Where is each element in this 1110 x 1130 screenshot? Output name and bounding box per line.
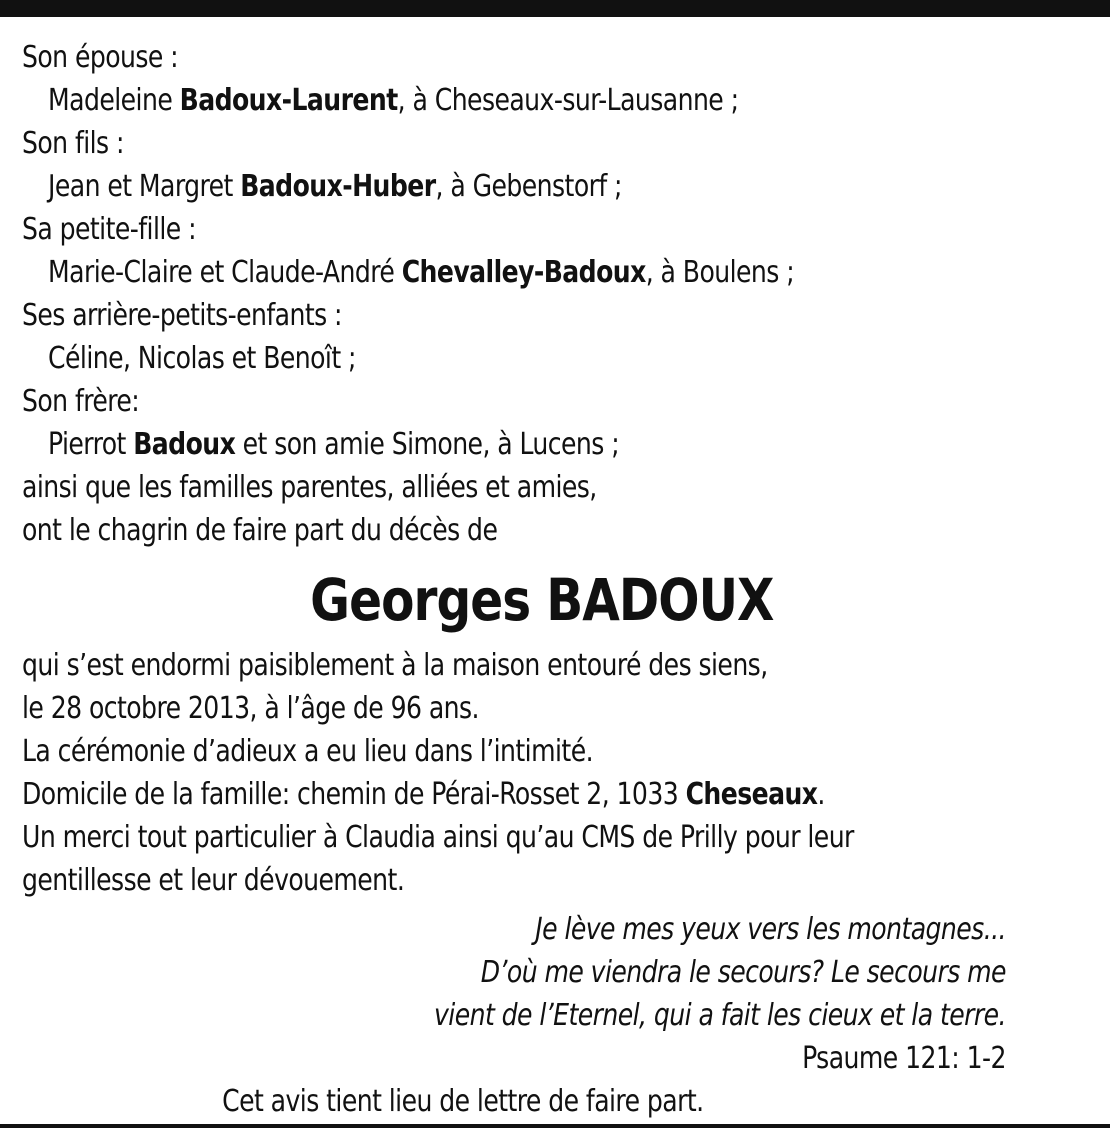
death-notice [22,36,1015,1123]
granddaughter-post: , à Boulens ; [645,255,795,290]
brother-heading: Son frère: [22,384,140,419]
verse-line-3: vient de l’Eternel, qui a fait les cieux et la terre. [434,998,1006,1033]
closing-note: Cet avis tient lieu de lettre de faire part. [222,1084,704,1119]
verse-line-1: Je lève mes yeux vers les montagnes... [535,912,1006,947]
verse-reference: Psaume 121: 1-2 [802,1041,1006,1076]
spouse-pre: Madeleine [48,83,180,118]
brother-post: et son amie Simone, à Lucens ; [235,427,620,462]
spouse-line [22,79,1015,122]
deceased-name: Georges BADOUX [310,566,774,634]
spouse-heading: Son épouse : [22,40,179,75]
verse-line-2: D’où me viendra le secours? Le secours me [480,955,1006,990]
announcement-line: ont le chagrin de faire part du décès de [22,513,498,548]
families-line: ainsi que les familles parentes, alliées et amies, [22,470,597,505]
granddaughter-heading: Sa petite-fille : [22,212,196,247]
details-line-2: le 28 octobre 2013, à l’âge de 96 ans. [22,691,479,726]
granddaughter-line [22,251,1015,294]
bottom-border-rule [0,1124,1110,1128]
brother-pre: Pierrot [48,427,134,462]
brother-line [22,423,1015,466]
son-line [22,165,1015,208]
son-surname: Badoux-Huber [240,169,436,204]
son-post: , à Gebenstorf ; [435,169,622,204]
details-line-1: qui s’est endormi paisiblement à la maison entouré des siens, [22,648,768,683]
spouse-surname: Badoux-Laurent [179,83,398,118]
top-border-rule [0,0,1110,17]
domicile-town: Cheseaux [685,777,818,812]
greatgrandchildren-heading: Ses arrière-petits-enfants : [22,298,342,333]
brother-surname: Badoux [133,427,236,462]
ceremony-line: La cérémonie d’adieux a eu lieu dans l’intimité. [22,734,594,769]
domicile-post: . [817,777,825,812]
granddaughter-surname: Chevalley-Badoux [401,255,646,290]
granddaughter-pre: Marie-Claire et Claude-André [48,255,402,290]
son-pre: Jean et Margret [48,169,241,204]
son-heading: Son fils : [22,126,124,161]
greatgrandchildren-names: Céline, Nicolas et Benoît ; [48,341,356,376]
thanks-line-1: Un merci tout particulier à Claudia ainsi qu’au CMS de Prilly pour leur [22,820,854,855]
spouse-post: , à Cheseaux-sur-Lausanne ; [397,83,739,118]
domicile-line [22,773,1015,816]
thanks-line-2: gentillesse et leur dévouement. [22,863,405,898]
domicile-pre: Domicile de la famille: chemin de Pérai-Rosset 2, 1033 [22,777,686,812]
